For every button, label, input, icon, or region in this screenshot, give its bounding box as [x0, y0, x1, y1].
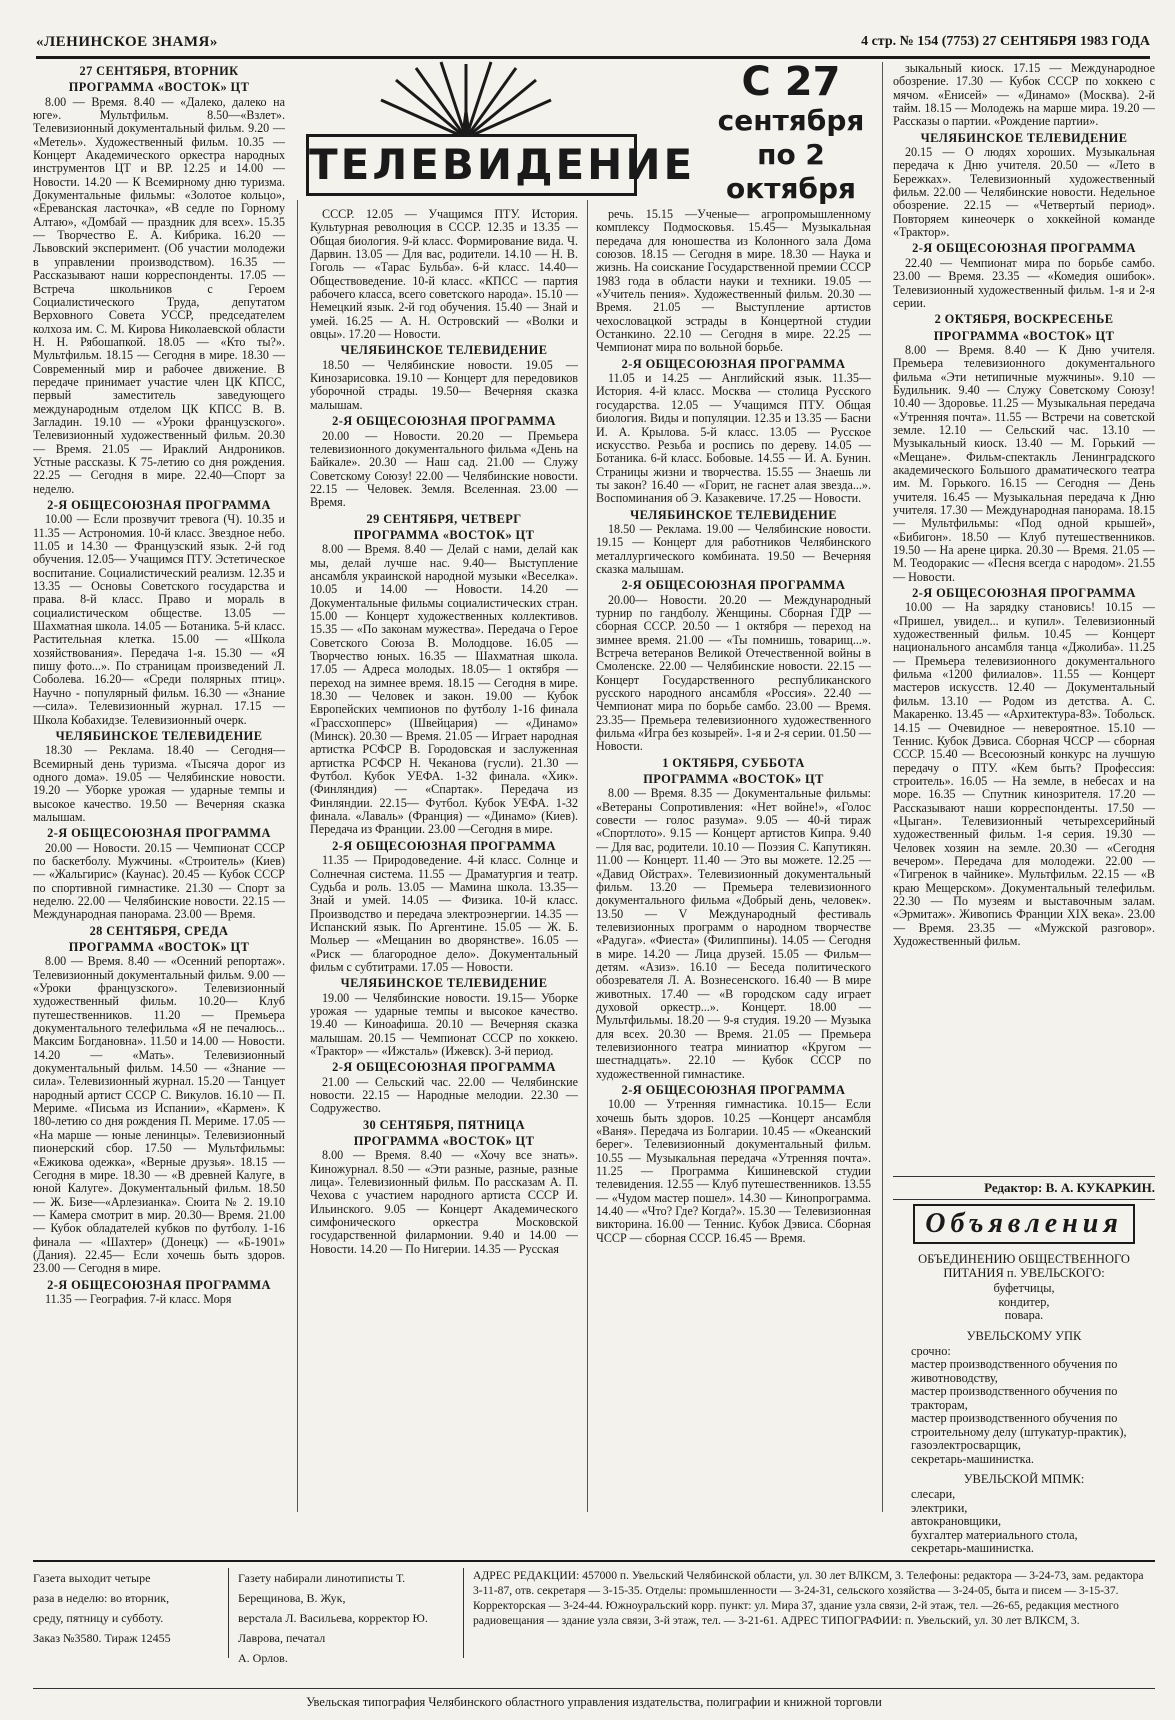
footer-line: среду, пятницу и субботу.	[33, 1611, 164, 1625]
schedule-heading: ПРОГРАММА «ВОСТОК» ЦТ	[68, 940, 250, 954]
schedule-text: 18.30 — Реклама. 18.40 — Сегодня— Всемирный день туризма. «Тысяча дорог из одного дома». 19.05 — Челябинские новости. 19.20 — Уборке урожая — ударные темпы и высокое качество. 19.50 — Вечерняя сказка малышам.	[33, 743, 285, 824]
ad-item: слесари,	[911, 1487, 956, 1501]
schedule-heading: ПРОГРАММА «ВОСТОК» ЦТ	[68, 80, 250, 95]
ad-item: электрики,	[911, 1500, 968, 1515]
column-divider	[297, 200, 298, 1512]
schedule-text: 21.00 — Сельский час. 22.00 — Челябинские новости. 22.15 — Народные мелодии. 22.30 — Содружество.	[310, 1074, 578, 1116]
schedule-heading: 29 СЕНТЯБРЯ, ЧЕТВЕРГ	[366, 511, 522, 526]
schedule-heading: 2-Я ОБЩЕСОЮЗНАЯ ПРОГРАММА	[912, 241, 1136, 256]
schedule-heading: 28 СЕНТЯБРЯ, СРЕДА	[89, 923, 229, 938]
schedule-heading: 27 СЕНТЯБРЯ, ВТОРНИК	[79, 64, 239, 78]
column-divider	[587, 200, 588, 1512]
schedule-text: СССР. 12.05 — Учащимся ПТУ. История. Культурная революция в СССР. 12.35 и 13.35 — Общая биология. 9-й класс. Формирование вида. Ч. Дарвин. 13.05 — Для вас, родители. 14.10 — Н. В. Гоголь — «Тарас Бульба». 6-й класс. 14.40—Обществоведение. 10-й класс. «КПСС — партия рабочего класса, всего советского народа». 15.10 — Немецкий язык. 2-й год обучения. 15.40 — Знай и умей. 16.25 — А. Н. Островский — «Волки и овцы». 17.20 — Новости.	[310, 208, 578, 342]
ad-organization: ОБЪЕДИНЕНИЮ ОБЩЕСТВЕННОГО ПИТАНИЯ п. УВЕЛЬСКОГО:	[918, 1252, 1130, 1280]
footer-divider	[463, 1568, 464, 1658]
schedule-text: 8.00 — Время. 8.40 — К Дню учителя. Премьера телевизионного документального фильма «Эти нетипичные мужчины». 9.10 — Будильник. 9.40 — Служу Советскому Союзу! 10.40 — Здоровье. 11.25 — Музыкальная передача «Утренняя почта». 11.55 — Встречи на советской земле. 12.10 — Сельский час. 13.10 — Музыкальный киоск. 13.40 — М. Горький — «Мещане». Фильм-спектакль Ленинградского академического Большого драматического театра им. М. Горького. 16.15 — Сегодня — День учителя. 16.45 — Музыкальная передача к Дню учителя. 17.30 — Международная панорама. 18.15 — Мультфильмы: «Под одной крышей», «Бибигон». 18.50 — Клуб путешественников. 19.50 — На арене цирка. 20.30 — Время. 21.05 — М. Теодоракис — «Песня всегда с народом». 21.55 — Новости.	[893, 342, 1155, 584]
schedule-heading: 2-Я ОБЩЕСОЮЗНАЯ ПРОГРАММА	[332, 1060, 556, 1075]
footer-line: Газета выходит четыре	[33, 1571, 151, 1585]
ad-item: повара.	[1004, 1308, 1044, 1322]
ads-section	[893, 1200, 1155, 1555]
schedule-heading: ЧЕЛЯБИНСКОЕ ТЕЛЕВИДЕНИЕ	[340, 976, 548, 991]
schedule-text: 8.00 — Время. 8.35 — Документальные фильмы: «Ветераны Сопротивления: «Нет войне!», «Голос совести — голос разума». 9.05 — 40-й тираж «Спортлото». 9.15 — Концерт артистов Кипра. 9.40 — Для вас, родители. 10.10 — Поэзия С. Капутикян. 11.00 — Концерт. 11.40 — Это вы можете. 12.25 — «Давид Ойстрах». Телевизионный документальный фильм. 13.20 — Премьера телевизионного документального фильма «Добрый день, человек». 13.50 — V Международный фестиваль телевизионных программ о народном творчестве «Радуга». «Фиеста» (Филиппины). 14.05 — Сегодня в мире. 14.20 — Лица друзей. 15.05 — Фильм—детям. «Азиз». 16.10 — Беседа политического обозревателя Л. А. Вознесенского. 16.40 — В мире животных. 17.40 — «В городском саду играет духовой оркестр...». Концерт. 18.00 — Мультфильмы. 18.20 — 9-я студия. 19.20 — Музыка для всех. 20.30 — Время. 21.05 — Премьера телевизионного театра миниатюр «Кругом — шестнадцать». 22.10 — Кубок СССР по художественной гимнастике.	[596, 786, 871, 1081]
schedule-heading: 30 СЕНТЯБРЯ, ПЯТНИЦА	[362, 1117, 526, 1132]
ad-item: секретарь-машинистка.	[911, 1541, 1034, 1555]
ad-item: автокрановщики,	[911, 1514, 1002, 1528]
schedule-heading: 2-Я ОБЩЕСОЮЗНАЯ ПРОГРАММА	[912, 586, 1136, 601]
schedule-text: 10.00 — На зарядку становись! 10.15 — «Пришел, увидел... и купил». Телевизионный художественный фильм. 10.45 — Концерт национального ансамбля танца «Джолиба». 11.25 — Премьера телевизионного документального фильма «1200 филиалов». 11.55 — Концерт мастеров искусств. 12.40 — Документальный фильм. 13.10 — Родом из детства. А. С. Макаренко. 13.45 — «Архитектура-83». Тобольск. 14.15 — Очевидное — невероятное. 15.10 — Теннис. Кубок Дэвиса. Сборная ЧССР — сборная СССР. 15.40 — Всесоюзный конкурс на лучшую передачу о ПТУ. «Кем быть? Профессия: строитель». 16.05 — На земле, в небесах и на море. 16.35 — Спутник кинозрителя. 17.20 — Рассказывают наши корреспонденты. 17.50 — «Цыган». Телевизионный четырехсерийный художественный фильм. 1-я серия. 19.30 — Человек хозяин на земле. 20.30 — «Сегодня вечером». Передача для молодежи. 22.00 — «Тигренок в чайнике». Мультфильм. 22.15 — «В краю Мещерском». Документальный телефильм. 22.30 — По музеям и выставочным залам. «Эрмитаж». Живопись Франции XIX века». 23.00 — Время. 23.35 — «Мужской разговор». Художественный фильм.	[893, 600, 1155, 948]
footer-divider	[228, 1568, 229, 1658]
masthead	[36, 34, 1150, 59]
ad-item: буфетчицы,	[993, 1281, 1055, 1295]
tv-heading: ТЕЛЕВИДЕНИЕ	[306, 134, 637, 196]
schedule-text: 11.35 — География. 7-й класс. Моря	[45, 1291, 232, 1306]
schedule-text: речь. 15.15 —Ученые— агропромышленному комплексу Подмосковья. 15.45— Музыкальная передача для юношества из Колонного зала Дома союзов. 18.15 — Сегодня в мире. 18.30 — Наука и жизнь. На соискание Государственной премии СССР 1983 года в области науки и техники. 19.05 — «Учитель пения». Художественный фильм. 20.30 — Время. 21.05 — Выступление артистов чехословацкой эстрады в Концертной студии Останкино. 22.10 — Сегодня в мире. 22.25 —Чемпионат мира по вольной борьбе.	[596, 208, 871, 355]
schedule-heading: 2-Я ОБЩЕСОЮЗНАЯ ПРОГРАММА	[47, 1277, 271, 1292]
schedule-text: 20.00— Новости. 20.20 — Международный турнир по гандболу. Женщины. Сборная ГДР — сборная СССР. 20.50 — 1 октября — переход на зимнее время. 21.00 — «Ты помнишь, товарищ...». Встреча ветеранов Великой Отечественной войны в Смоленске. 22.00 — Челябинские новости. 22.15 — Концерт Государственного республиканского русского народного ансамбля «Россия». 22.40 — Чемпионат мира по борьбе самбо. 23.00 — Время. 23.35— Премьера телевизионного художественного фильма «Игра без козырей». 1-я и 2-я серии. 01.50 — Новости.	[596, 592, 871, 754]
schedule-heading: 2-Я ОБЩЕСОЮЗНАЯ ПРОГРАММА	[47, 826, 271, 841]
schedule-heading: ЧЕЛЯБИНСКОЕ ТЕЛЕВИДЕНИЕ	[340, 343, 548, 358]
footer-staff	[238, 1568, 453, 1668]
schedule-column-2	[310, 208, 578, 1510]
schedule-heading: ЧЕЛЯБИНСКОЕ ТЕЛЕВИДЕНИЕ	[55, 728, 263, 743]
schedule-heading: ЧЕЛЯБИНСКОЕ ТЕЛЕВИДЕНИЕ	[920, 130, 1128, 145]
tv-tower-icon	[296, 60, 636, 140]
footer-line: верстала Л. Васильева, корректор Ю. Лаврова, печатал	[238, 1611, 428, 1645]
schedule-text: 10.00 — Утренняя гимнастика. 10.15— Если хочешь быть здоров. 10.25 —Концерт ансамбля «Ваня». Передача из Болгарии. 10.45 — «Океанский берег». Телевизионный документальный фильм. 10.55 — Музыкальная передача «Утренняя почта». 11.25 — Программа Кишиневской студии телевидения. 12.55 — Клуб путешественников. 13.55 — «Чудом мастер пошел». 14.30 — Кинопрограмма. 14.40 — «Что? Где? Когда?». 15.30 — Телевизионная викторина. 16.00 — Теннис. Кубок Дэвиса. Сборная ЧССР — сборная СССР. 16.45 — Время.	[596, 1097, 871, 1245]
editor-line: Редактор: В. А. КУКАРКИН.	[893, 1176, 1155, 1200]
ad-organization: УВЕЛЬСКОМУ УПК	[966, 1328, 1082, 1343]
schedule-text: 20.00 — Новости. 20.20 — Премьера телевизионного документального фильма «День на Байкале». 20.30 — Наш сад. 21.00 — Служу Советскому Союзу! 22.00 — Челябинские новости. 22.15 — Человек. Земля. Вселенная. 23.00 — Время.	[310, 428, 578, 510]
schedule-heading: 1 ОКТЯБРЯ, СУББОТА	[662, 755, 805, 770]
schedule-text: 8.00 — Время. 8.40 — «Хочу все знать». Киножурнал. 8.50 — «Эти разные, разные, разные лица». Телевизионный фильм. По рассказам А. П. Чехова с участием народного артиста СССР И. Ильинского. 9.05 — Концерт Академического симфонического оркестра Московской государственной филармонии. 9.40 и 14.00 — Новости. 14.20 — По Нигерии. 14.35 — Русская	[310, 1148, 578, 1256]
column-divider	[882, 62, 883, 1512]
schedule-text: 19.00 — Челябинские новости. 19.15— Уборке урожая — ударные темпы и высокое качество. 19.40 — Киноафиша. 20.10 — Вечерняя сказка малышам. 20.15 — Чемпионат СССР по хоккею. «Трактор» — «Ижсталь» (Ижевск). 3-й период.	[310, 990, 578, 1058]
schedule-text: 20.15 — О людях хороших. Музыкальная передача к Дню учителя. 20.50 — «Лето в Бережках». Телевизионный художественный фильм. 22.00 — Челябинские новости. Недельное обозрение. 22.15 — «Четвертый период». Повторяем кинеочерк о хоккейной команде «Трактор».	[893, 145, 1155, 240]
schedule-text: 22.40 — Чемпионат мира по борьбе самбо. 23.00 — Время. 23.35 — «Комедия ошибок». Телевизионный художественный фильм. 1-я и 2-я серии.	[893, 255, 1155, 310]
ad-item: мастер производственного обучения по строительному делу (штукатур-практик),	[911, 1411, 1127, 1439]
schedule-heading: ПРОГРАММА «ВОСТОК» ЦТ	[353, 1134, 535, 1149]
schedule-text: 8.00 — Время. 8.40 — «Осенний репортаж». Телевизионный документальный фильм. 9.00 — «Уроки французского». Телевизионный художественный фильм. 10.20— Клуб путешественников. 11.20 — Премьера документального телефильма «Я не печалюсь... Максим Богдановна». 11.50 и 14.00 — Новости. 14.20 — «Мать». Телевизионный документальный фильм. 14.50 — «Знание — сила». Телевизионный журнал. 15.20 — Танцует народный артист СССР С. Викулов. 16.10 — П. Мериме. «Письма из Испании», «Кармен». К 180-летию со дня рождения П. Мериме. 17.05 — «На марше — юные ленинцы». Телевизионный пионерский сбор. 17.50 — Мультфильмы: «Ежикова одежка», «Верные друзья». 18.15 — Сегодня в мире. 18.30 — «В древней Калуге, в юной Калуге». Документальный фильм. 18.50 — Ж. Бизе—«Арлезианка». Сюита № 2. 19.10 — Камера смотрит в мир. 20.30— Время. 21.00— Кубок обладателей кубков по футболу. 1-16 финала — «Шахтер» (Донецк) — «Б-1901» (Дания). 22.45— Если хочешь быть здоров. 23.00 — Сегодня в мире.	[33, 954, 285, 1276]
ad-organization: УВЕЛЬСКОЙ МПМК:	[963, 1472, 1085, 1486]
schedule-heading: ЧЕЛЯБИНСКОЕ ТЕЛЕВИДЕНИЕ	[630, 507, 837, 522]
schedule-heading: 2-Я ОБЩЕСОЮЗНАЯ ПРОГРАММА	[332, 414, 556, 429]
schedule-text: зыкальный киоск. 17.15 — Международное обозрение. 17.30 — Кубок СССР по хоккею с мячом. «Енисей» — «Динамо» (Москва). 2-й тайм. 18.15 — Молодежь на марше мира. 19.20 — Рассказы о партии. «Рождение партии».	[893, 62, 1155, 129]
newspaper-name: «ЛЕНИНСКОЕ ЗНАМЯ»	[36, 34, 218, 50]
footer-address: АДРЕС РЕДАКЦИИ: 457000 п. Увельский Челябинской области, ул. 30 лет ВЛКСМ, 3. Телефоны: редактора — 3-24-73, зам. редактора 3-11-87, отв. секретаря — 3-15-35. Отделы: промышленности — 3-24-31, сельского хозяйства — 3-24-05, быта и писем — 3-15-37. Корректорская — 3-24-44. Южноуральский корр. пункт: ул. Мира 37, здание узла связи, 2-й этаж, тел. —26-65, редакция местного радиовещания — здание узла связи, 3-й этаж, тел. — 3-21-61. АДРЕС ТИПОГРАФИИ: п. Увельский, ул. 30 лет ВЛКСМ, 3.	[473, 1569, 1144, 1627]
date-range	[696, 60, 886, 206]
footer-line: Газету набирали линотиписты Т. Берещинова, В. Жук,	[238, 1571, 406, 1605]
date-line-3: по 2	[757, 138, 825, 171]
footer	[33, 1560, 1155, 1682]
ad-item: газоэлектросварщик,	[911, 1438, 1021, 1452]
schedule-heading: 2-Я ОБЩЕСОЮЗНАЯ ПРОГРАММА	[621, 578, 846, 593]
ad-item: бухгалтер материального стола,	[911, 1527, 1078, 1542]
footer-line: Заказ №3580. Тираж 12455	[33, 1631, 171, 1645]
schedule-text: 8.00 — Время. 8.40 — Делай с нами, делай как мы, делай лучше нас. 9.40— Выступление ансамбля украинской народной музыки «Веселка». 10.05 и 14.00 — Новости. 14.20 — Документальные фильмы социалистических стран. 15.00 — Концерт художественных коллективов. 15.35 — «По законам мужества». Передача о Герое Советского Союза В. Молодцове. 16.05 — Творчество юных. 16.35 — Шахматная школа. 17.05 — Адреса молодых. 18.05— 1 октября — переход на зимнее время. 18.15 — Сегодня в мире. 18.30 — Человек и закон. 19.00 — Кубок Европейских чемпионов по футболу 1-16 финала «Грассхопперс» (Швейцария) — «Динамо» (Минск). 20.30 — Время. 21.05 — Играет народная артистка РСФСР В. Городовская и заслуженная артистка РСФСР Н. Чеканова (гусли). 21.30 — Футбол. Кубок УЕФА. 1-32 финала. «Хик». (Финляндия) — «Спартак». Передача из Финляндии. 22.15— Футбол. Кубок УЕФА. 1-32 финала. «Лаваль» (Франция) — «Динамо» (Киев). Передача из Франции. 23.00 —Сегодня в мире.	[310, 542, 578, 837]
ads-heading: Объявления	[913, 1204, 1135, 1244]
ads-list	[893, 1252, 1155, 1556]
ad-item: мастер производственного обучения по животноводству,	[911, 1357, 1118, 1385]
schedule-text: 8.00 — Время. 8.40 — «Далеко, далеко на юге». Мультфильм. 8.50—«Взлет». Телевизионный документальный фильм. 9.20 — «Метель». Художественный фильм. 10.35 — Концерт Академического оркестра народных инструментов ЦТ и ВР. 12.25 и 14.00 — Новости. 14.20 — К Всемирному дню туризма. Документальные фильмы: «Золотое кольцо», «Ереванская ласточка», «В седле по Горному Алтаю», «Домбай — праздник для всех». 15.35 — Творчество Е. А. Кибрика. 16.20 — Львовский эксперимент. (Об участии молодежи в управлении производством). 16.35 — Рассказывают наши корреспонденты. 17.05 — Встреча школьников с Героем Социалистического Труда, депутатом Верховного Совета УССР, председателем колхоза им. С. М. Кирова Николаевской области Н. Н. Рябошапкой. 18.05 — «Кто ты?». Мультфильм. 18.15 — Сегодня в мире. 18.30 — Современный мир и рабочее движение. В передаче принимает участие член ЦК КПСС, первый заместитель заведующего международным отделом ЦК КПСС В. В. Загладин. 19.10 — «Уроки французского». Телевизионный художественный фильм. 20.30 — Время. 21.05 — Ираклий Андроников. Устные рассказы. К 75-летию со дня рождения. 22.25 — Сегодня в мире. 22.40—Спорт за неделю.	[33, 94, 285, 496]
issue-line: 4 стр. № 154 (7753) 27 СЕНТЯБРЯ 1983 ГОДА	[861, 34, 1150, 49]
schedule-text: 10.00 — Если прозвучит тревога (Ч). 10.35 и 11.35 — Астрономия. 10-й класс. Звездное небо. 11.05 и 14.30 — Французский язык. 2-й год обучения. 12.05— Учащимся ПТУ. Эстетическое воспитание. Социалистический реализм. 12.35 и 13.35 — Основы Советского государства и права. 8-й класс. Право и мораль в социалистическом обществе. 13.05 — Шахматная школа. 14.05 — Ботаника. 5-й класс. Растительная клетка. 15.00 — «Школа хозяйствования». Передача 1-я. 15.30 — «Я пишу фото...». По страницам произведений Л. Соболева. 16.20— «Среди полярных птиц». Научно - популярный фильм. 16.30 — «Знание—сила». Телевизионный журнал. 17.15 — Школа Кобахидзе. Телевизионный очерк.	[33, 512, 285, 727]
footer-line: А. Орлов.	[238, 1651, 288, 1665]
schedule-column-1	[33, 62, 285, 1510]
date-line-1: С 27	[741, 59, 841, 105]
footer-schedule	[33, 1568, 203, 1648]
ad-item: кондитер,	[998, 1294, 1050, 1309]
ad-item: мастер производственного обучения по тракторам,	[911, 1384, 1118, 1412]
schedule-heading: 2-Я ОБЩЕСОЮЗНАЯ ПРОГРАММА	[332, 838, 556, 853]
schedule-text: 11.35 — Природоведение. 4-й класс. Солнце и Солнечная система. 11.55 — Драматургия и театр. Судьба и роль. 13.05 — Мамина школа. 13.35— Знай и умей. 14.05 — Физика. 10-й класс. Производство и передача электроэнергии. 14.35 — Испанский язык. По Аргентине. 15.05 — Ж. Б. Мольер — «Мещанин во дворянстве». 16.05 — «Риск — благородное дело». Документальный фильм с субтитрами. 17.05 — Новости.	[310, 853, 578, 974]
date-line-2: сентября	[717, 104, 865, 137]
schedule-heading: 2-Я ОБЩЕСОЮЗНАЯ ПРОГРАММА	[621, 1083, 846, 1097]
ad-item: секретарь-машинистка.	[911, 1451, 1034, 1466]
footer-line: раза в неделю: во вторник,	[33, 1591, 170, 1605]
schedule-column-4	[893, 62, 1155, 1172]
tv-logo	[296, 60, 696, 205]
ad-item: срочно:	[911, 1343, 951, 1358]
date-line-4: октября	[725, 172, 857, 205]
tv-banner	[296, 60, 880, 205]
schedule-text: 18.50 — Реклама. 19.00 — Челябинские новости. 19.15 — Концерт для работников Челябинского металлургического комбината. 19.50 — Вечерняя сказка малышам.	[596, 521, 871, 576]
schedule-heading: ПРОГРАММА «ВОСТОК» ЦТ	[353, 527, 535, 542]
schedule-column-3	[596, 208, 871, 1510]
schedule-heading: 2-Я ОБЩЕСОЮЗНАЯ ПРОГРАММА	[47, 498, 271, 512]
schedule-heading: ПРОГРАММА «ВОСТОК» ЦТ	[643, 772, 824, 787]
printer-line: Увельская типография Челябинского областного управления издательства, полиграфии и книжной торговли	[33, 1688, 1155, 1710]
schedule-text: 11.05 и 14.25 — Английский язык. 11.35— История. 4-й класс. Москва — столица Русского государства. 12.05 — Учащимся ПТУ. Общая биология. Виды и популяции. 12.35 и 13.35 — Басни И. А. Крылова. 5-й класс. 13.05 — Русское искусство. Резьба и роспись по дереву. 14.05 — Ботаника. 6-й класс. Бобовые. 14.55 — И. А. Бунин. Страницы жизни и творчества. 15.55 — Знаешь ли ты закон? 16.40 — «Горит, не гаснет алая звезда...». Воспоминания об Э. Казакевиче. 17.25 — Новости.	[596, 371, 871, 506]
schedule-heading: 2-Я ОБЩЕСОЮЗНАЯ ПРОГРАММА	[621, 356, 846, 371]
schedule-heading: 2 ОКТЯБРЯ, ВОСКРЕСЕНЬЕ	[934, 312, 1114, 327]
schedule-text: 20.00 — Новости. 20.15 — Чемпионат СССР по баскетболу. Мужчины. «Строитель» (Киев) — «Жальгирис» (Каунас). 20.45 — Кубок СССР по спортивной гимнастике. 21.30 — Спорт за неделю. 22.00 — Челябинские новости. 22.15 — Международная панорама. 23.00 — Время.	[33, 840, 285, 922]
schedule-heading: ПРОГРАММА «ВОСТОК» ЦТ	[933, 328, 1115, 343]
schedule-text: 18.50 — Челябинские новости. 19.05 — Кинозарисовка. 19.10 — Концерт для передовиков уборочной страды. 19.50— Вечерняя сказка малышам.	[310, 357, 578, 412]
